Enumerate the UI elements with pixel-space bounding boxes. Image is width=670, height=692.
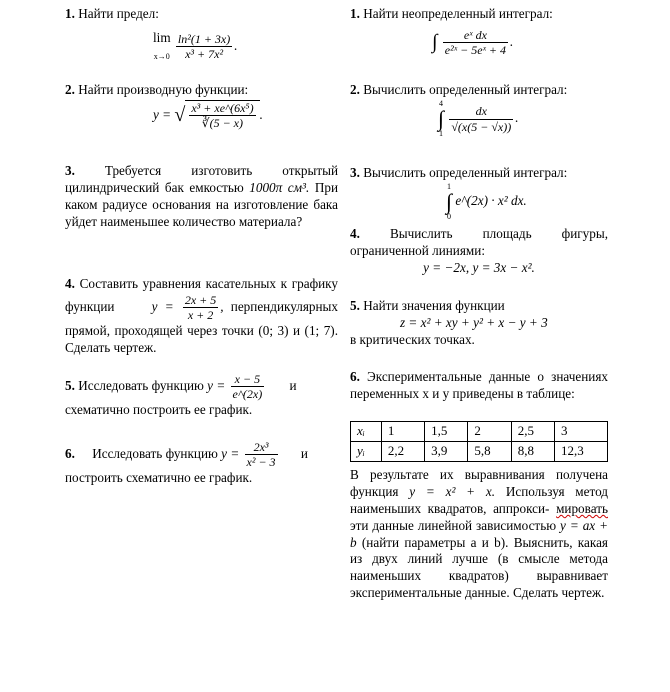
problem-number: 2. <box>65 82 75 97</box>
problem-text-cont: схематично построить ее график. <box>65 401 253 417</box>
problem-number: 6. <box>350 369 360 384</box>
indefinite-integral: ∫ $\frac{\text{eˣ dx}}{\text{e²ˣ − 5eˣ + 4}}$ . <box>432 28 514 58</box>
problem-number: 4. <box>65 276 75 291</box>
integrand-denominator: √(x(5 − √x)) <box>451 119 512 134</box>
table-cell: 8,8 <box>511 442 554 462</box>
boundary-equations: y = −2x, y = 3x − x². <box>423 259 535 275</box>
conjunction: и <box>289 377 297 393</box>
integrand-numerator: dx <box>475 104 487 119</box>
problem-number: 1. <box>350 6 360 21</box>
linear-model: y = ax + b <box>350 517 608 550</box>
table-cell: 3,9 <box>425 442 468 462</box>
fraction-denominator: x + 2 <box>183 307 218 322</box>
integral-sign: ∫ <box>432 31 438 54</box>
problem-text: Составить уравнения касательных к графику функции <box>65 276 338 314</box>
problem-text-cont: эти данные линейной зависимостью <box>350 517 557 533</box>
fraction-numerator: 2x³ <box>253 440 269 454</box>
upper-limit: 4 <box>439 99 444 108</box>
problem-number: 3. <box>65 163 75 178</box>
limit-formula: lim x→0 $\frac{\text{ln²(1 + 3x)}}{\text{x³ + 7x²}}$ . <box>153 30 238 62</box>
integrand-denominator: e²ˣ − 5eˣ + 4 <box>444 43 506 58</box>
problem-text: Требуется изготовить открытый цилиндрический бак емкостью <box>65 163 338 195</box>
root-denominator: ∛(5 − x) <box>189 115 255 130</box>
problem-text: Вычислить определенный интеграл: <box>363 82 568 97</box>
table-cell: 2 <box>468 422 511 442</box>
problem-number: 1. <box>65 6 75 21</box>
root-numerator: x³ + xe^(6x⁵) <box>191 101 254 115</box>
problem-text: Вычислить определенный интеграл: <box>363 165 568 180</box>
table-cell: 2,5 <box>511 422 554 442</box>
problem-text-cont: Используя метод наименьших квадратов, аппрокси- <box>350 483 609 516</box>
function-lhs: y = <box>153 106 172 122</box>
table-cell: 12,3 <box>555 442 608 462</box>
right-problem-2 <box>350 82 608 99</box>
problem-text-cont: В результате их выравнивания получена функция <box>350 467 608 499</box>
lim-symbol: lim <box>153 30 171 45</box>
left-problem-4: 4. Составить уравнения касательных к графику функции y = $\frac{2x + 5}{x + 2}$ , перпендикулярных прямой, проходящей через точки (0; 3) и (1; 7). Сделать чертеж. <box>65 276 338 355</box>
problem-text-cont: построить схематично ее график. <box>65 469 253 485</box>
left-problem-2 <box>65 82 338 99</box>
table-row-label: xᵢ <box>351 422 382 442</box>
left-problem-5 <box>65 372 338 419</box>
volume-value: 1000π см³. <box>249 179 310 195</box>
problem-number: 5. <box>65 377 75 393</box>
table-cell: 1,5 <box>425 422 468 442</box>
problem-text-cont: перпендикулярных прямой, проходящей через точки (0; 3) и (1; 7). Сделать чертеж. <box>65 298 338 355</box>
problem-text: Найти предел: <box>78 6 159 21</box>
problem-text: Найти неопределенный интеграл: <box>363 6 553 21</box>
fraction-numerator: x − 5 <box>234 372 261 386</box>
table-row-label: yᵢ <box>351 442 382 462</box>
limit-denominator: x³ + 7x² <box>176 46 232 61</box>
right-problem-4 <box>350 226 608 277</box>
problem-text: Экспериментальные данные о значениях переменных x и y приведены в таблице: <box>350 369 608 401</box>
definite-integral-1: 4 ∫ 1 $\frac{dx}{√(x(5 - √x))}$ . <box>438 99 519 138</box>
table-row-x <box>351 422 608 442</box>
right-problem-3 <box>350 165 608 182</box>
table-cell: 5,8 <box>468 442 511 462</box>
problem-text: Исследовать функцию <box>92 445 218 461</box>
problem-text: Исследовать функцию <box>78 377 204 393</box>
right-problem-6 <box>350 369 608 403</box>
problem-text-cont: (найти параметры a и b). Выяснить, какая из двух линий лучше (в смысле метода наименьших квадратов) выравнивает экспериментальные данные. Сделать чертеж. <box>350 534 608 601</box>
fraction-denominator: x² − 3 <box>246 455 276 470</box>
limit-numerator: ln²(1 + 3x) <box>177 32 231 46</box>
definite-integral-2: 1 ∫ 0 e^(2x) · x² dx. <box>446 182 527 221</box>
upper-limit: 1 <box>447 182 452 191</box>
table-row-y <box>351 442 608 462</box>
function-lhs: y = <box>221 445 240 461</box>
integrand: e^(2x) · x² dx. <box>455 193 527 209</box>
lower-limit: 1 <box>439 129 444 138</box>
integrand-numerator: eˣ dx <box>463 28 487 42</box>
function-equation: z = x² + xy + y² + x − y + 3 <box>400 314 548 330</box>
fraction-numerator: 2x + 5 <box>184 292 217 307</box>
table-cell: 3 <box>555 422 608 442</box>
right-problem-1 <box>350 6 608 23</box>
fraction-denominator: e^(2x) <box>232 387 263 402</box>
problem-number: 4. <box>350 226 360 241</box>
table-cell: 2,2 <box>381 442 424 462</box>
hyphenated-word: мировать <box>556 500 608 516</box>
right-problem-6-cont <box>350 467 608 602</box>
left-problem-6 <box>65 440 338 487</box>
data-table <box>350 421 608 462</box>
problem-text: Вычислить площадь фигуры, ограниченной линиями: <box>350 226 609 258</box>
problem-number: 6. <box>65 445 75 461</box>
left-problem-1 <box>65 6 338 23</box>
conjunction: и <box>300 445 308 461</box>
function-lhs: y = <box>207 377 226 393</box>
problem-text: Найти производную функции: <box>78 82 249 97</box>
fitted-function: y = x² + x. <box>409 483 496 499</box>
problem-text-cont: в критических точках. <box>350 331 475 347</box>
problem-number: 3. <box>350 165 360 180</box>
lower-limit: 0 <box>447 212 452 221</box>
function-lhs: y = <box>151 298 174 314</box>
derivative-formula: y = √ $\frac{\text{x³ + xe\textasciicircum{}(6x⁵)}}{∛(5 - x)}$ . <box>153 101 263 131</box>
lim-subscript: x→0 <box>153 51 170 61</box>
problem-number: 5. <box>350 298 360 313</box>
table-cell: 1 <box>381 422 424 442</box>
problem-text: Найти значения функции <box>363 298 505 313</box>
problem-text-cont: При каком радиусе основания на изготовление бака уйдет наименьшее количество материала? <box>65 179 339 229</box>
right-problem-5 <box>350 298 608 349</box>
left-problem-3 <box>65 163 338 231</box>
problem-number: 2. <box>350 82 360 97</box>
